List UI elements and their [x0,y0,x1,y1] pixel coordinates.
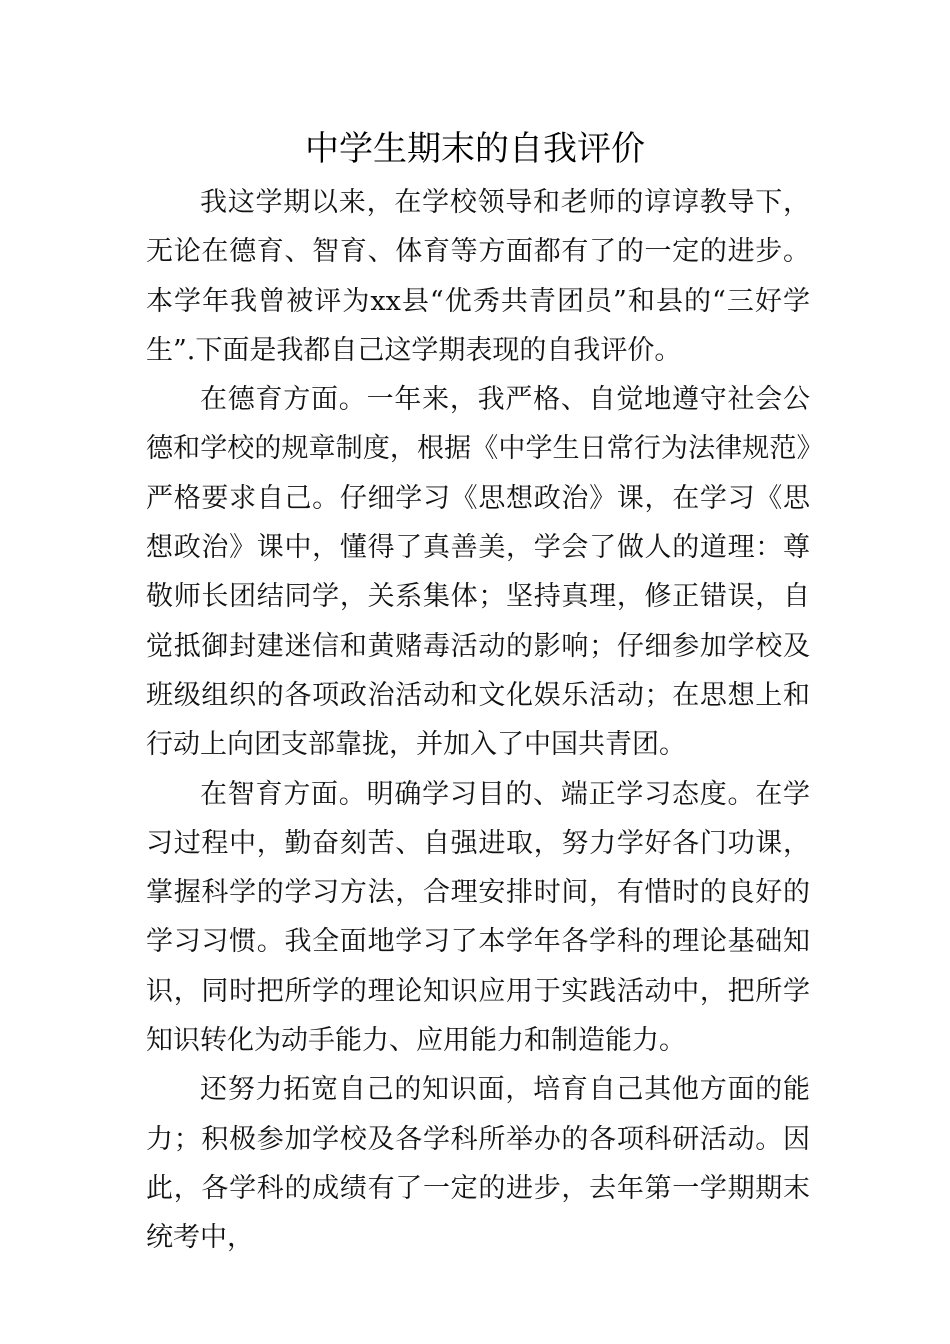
document-title: 中学生期末的自我评价 [305,129,645,169]
paragraph-intellectual-education: 在智育方面。明确学习目的、端正学习态度。在学习过程中，勤奋刻苦、自强进取，努力学好各门功课，掌握科学的学习方法，合理安排时间，有惜时的良好的学习习惯。我全面地学习了本学年各学科的理论基础知识，同时把所学的理论知识应用于实践活动中，把所学知识转化为动手能力、应用能力和制造能力。 [146,778,810,1057]
paragraph-moral-education: 在德育方面。一年来，我严格、自觉地遵守社会公德和学校的规章制度，根据《中学生日常行为法律规范》严格要求自己。仔细学习《思想政治》课，在学习《思想政治》课中，懂得了真善美，学会了做人的道理：尊敬师长团结同学，关系集体；坚持真理，修正错误，自觉抵御封建迷信和黄赌毒活动的影响；仔细参加学校及班级组织的各项政治活动和文化娱乐活动；在思想上和行动上向团支部靠拢，并加入了中国共青团。 [146,384,810,761]
document-body [146,178,810,1263]
paragraph-intro: 我这学期以来，在学校领导和老师的谆谆教导下，无论在德育、智育、体育等方面都有了的一定的进步。本学年我曾被评为xx县“优秀共青团员”和县的“三好学生”.下面是我都自己这学期表现的自我评价。 [146,187,810,366]
paragraph-knowledge-expansion: 还努力拓宽自己的知识面，培育自己其他方面的能力；积极参加学校及各学科所举办的各项科研活动。因此，各学科的成绩有了一定的进步，去年第一学期期末统考中， [146,1074,810,1254]
